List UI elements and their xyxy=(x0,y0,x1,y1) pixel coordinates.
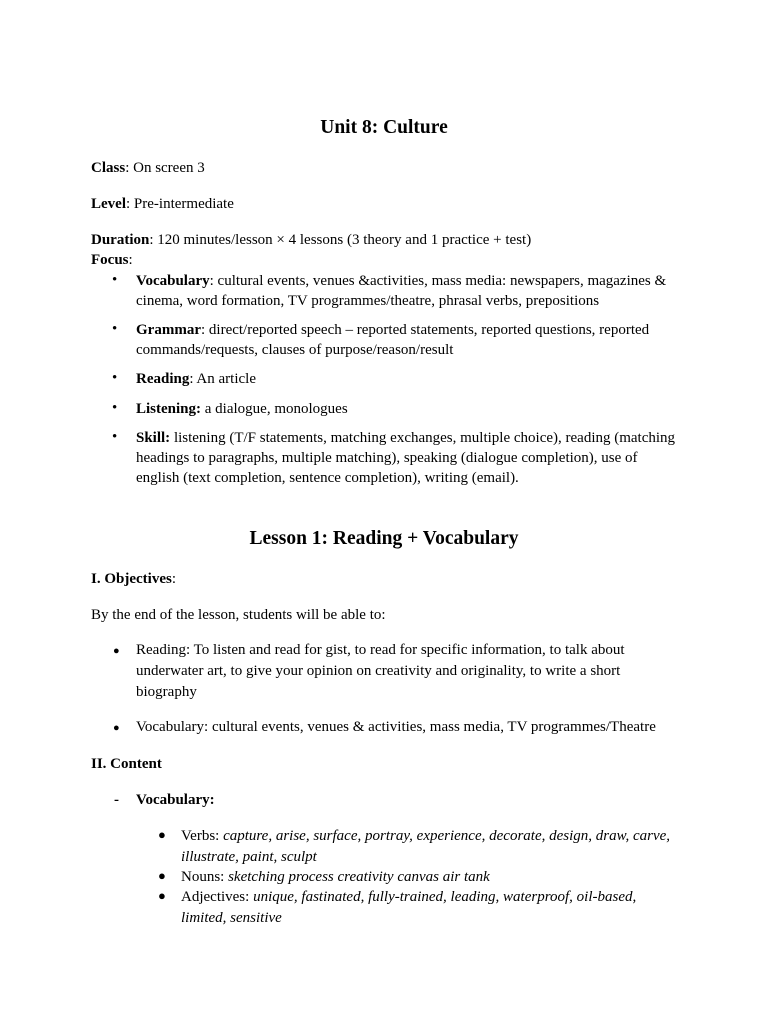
bullet-icon: ● xyxy=(113,645,120,657)
class-label: Class xyxy=(91,160,126,176)
objectives-heading: I. Objectives xyxy=(91,571,172,587)
focus-item-label: Skill: xyxy=(136,430,171,446)
vocab-item xyxy=(181,887,681,928)
lesson-title: Lesson 1: Reading + Vocabulary xyxy=(249,528,519,549)
focus-item xyxy=(136,399,681,419)
vocab-item-words: capture, arise, surface, portray, experience, decorate, design, draw, carve, illustrate, paint, sculpt xyxy=(181,828,671,865)
vocab-item-words: sketching process creativity canvas air tank xyxy=(228,869,490,885)
level-value: : Pre-intermediate xyxy=(126,196,234,212)
focus-item-label: Listening: xyxy=(136,401,202,417)
duration-label: Duration xyxy=(91,232,150,248)
focus-item-text: : direct/reported speech – reported statements, reported questions, reported commands/requests, clauses of purpose/reason/result xyxy=(136,322,650,358)
focus-item xyxy=(136,320,681,360)
focus-item xyxy=(136,369,681,389)
bullet-icon: • xyxy=(112,321,118,337)
focus-item-label: Grammar xyxy=(136,322,201,338)
vocab-heading: Vocabulary: xyxy=(136,792,215,808)
objective-item: Vocabulary: cultural events, venues & activities, mass media, TV programmes/Theatre xyxy=(136,719,656,735)
focus-item xyxy=(136,428,681,488)
bullet-icon: • xyxy=(112,272,118,288)
duration-value: : 120 minutes/lesson × 4 lessons (3 theory and 1 practice + test) xyxy=(149,232,532,248)
bullet-icon: • xyxy=(112,370,118,386)
focus-item-label: Reading xyxy=(136,371,190,387)
vocab-item-label: Verbs: xyxy=(181,828,224,844)
objective-item: Reading: To listen and read for gist, to read for specific information, to talk about underwater art, to give your opinion on creativity and originality, to write a short biography xyxy=(136,642,625,700)
vocab-item xyxy=(181,867,681,888)
focus-line xyxy=(91,250,133,270)
objectives-colon: : xyxy=(171,571,176,587)
class-value: : On screen 3 xyxy=(125,160,205,176)
focus-item-text: : cultural events, venues &activities, mass media: newspapers, magazines & cinema, word formation, TV programmes/theatre, phrasal verbs, prepositions xyxy=(136,273,667,309)
objectives-heading-line xyxy=(91,569,176,589)
vocab-item-label: Nouns: xyxy=(181,869,229,885)
focus-item-label: Vocabulary xyxy=(136,273,210,289)
content-heading: II. Content xyxy=(91,756,162,772)
dash-marker: - xyxy=(114,792,119,808)
class-line xyxy=(91,158,205,178)
focus-colon: : xyxy=(128,252,133,268)
unit-title: Unit 8: Culture xyxy=(320,117,448,138)
vocab-item xyxy=(181,826,681,867)
vocab-item-words: unique, fastinated, fully-trained, leading, waterproof, oil-based, limited, sensitive xyxy=(181,889,637,926)
content-heading-line xyxy=(91,754,162,774)
focus-label: Focus xyxy=(91,252,129,268)
focus-item-text: : An article xyxy=(189,371,256,387)
level-line xyxy=(91,194,234,214)
bullet-icon: • xyxy=(112,400,118,416)
focus-item xyxy=(136,271,681,311)
bullet-icon: • xyxy=(112,429,118,445)
level-label: Level xyxy=(91,196,126,212)
objectives-intro: By the end of the lesson, students will be able to: xyxy=(91,607,386,623)
bullet-icon: ● xyxy=(113,722,120,734)
vocab-item-label: Adjectives: xyxy=(181,889,254,905)
duration-line xyxy=(91,230,531,250)
bullet-icon: ● xyxy=(158,888,166,903)
bullet-icon: ● xyxy=(158,868,166,883)
focus-item-text: listening (T/F statements, matching exchanges, multiple choice), reading (matching headings to paragraphs, multiple matching), speaking (dialogue completion), use of english (text completion, sentence completion), writing (email). xyxy=(136,430,676,486)
bullet-icon: ● xyxy=(158,827,166,842)
focus-item-text: a dialogue, monologues xyxy=(201,401,348,417)
